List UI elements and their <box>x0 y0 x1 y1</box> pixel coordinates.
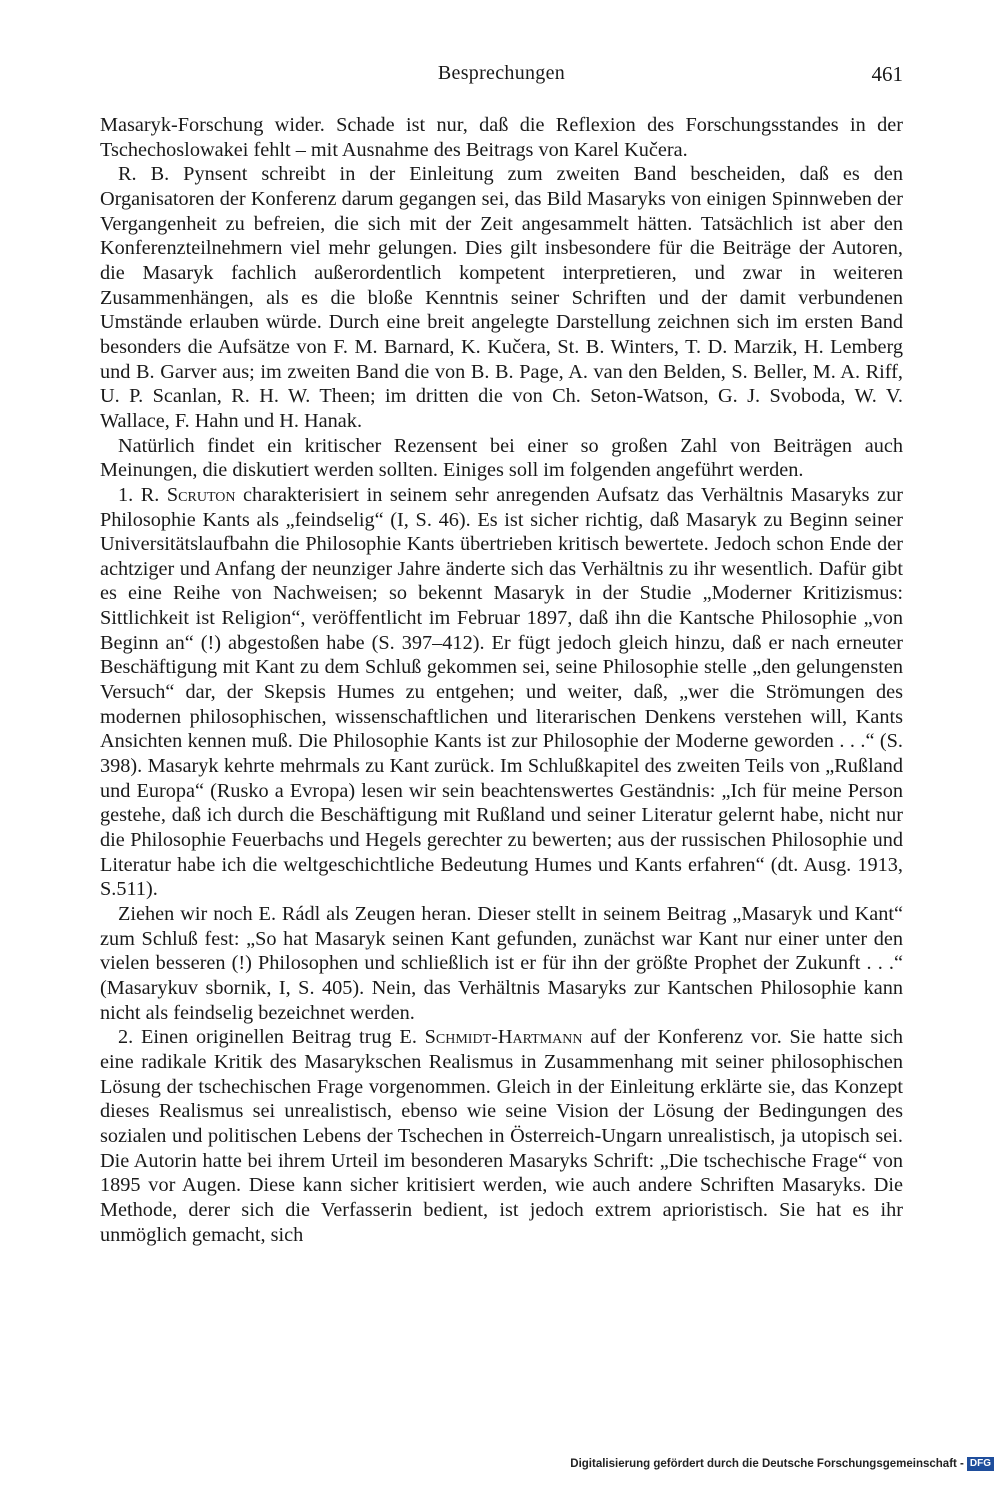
point-1-text: charakterisiert in seinem sehr anregenden Aufsatz das Verhältnis Masaryks zur Philosophie Kants als „feindselig“ (I, S. 46). Es ist sicher richtig, daß Masaryk zu Beginn seiner Universitätslaufbahn die Philosophie Kants übertrieben kritisch bewertete. Jedoch schon Ende der achtziger und Anfang der neunziger Jahre änderte sich das Verhältnis zu ihr wesentlich. Dafür gibt es eine Reihe von Nachweisen; so bekennt Masaryk in der Studie „Moderner Kritizismus: Sittlichkeit ist Religion“, veröffentlicht im Februar 1897, daß ihn die Kantsche Philosophie „von Beginn an“ (!) abgestoßen habe (S. 397–412). Er fügt jedoch gleich hinzu, daß er nach erneuter Beschäftigung mit Kant zu dem Schluß gekommen sei, seine Philosophie stelle „den gelungensten Versuch“ dar, der Skepsis Humes zu entgehen; und weiter, daß, „wer die Strömungen des modernen philosophischen, wissenschaftlichen und literarischen Denkens verstehen will, Kants Ansichten kennen muß. Die Philosophie Kants ist zur Philosophie der Moderne geworden . . .“ (S. 398). Masaryk kehrte mehrmals zu Kant zurück. Im Schlußkapitel des zweiten Teils von „Rußland und Europa“ (Rusko a Evropa) lesen wir sein beachtenswertes Geständnis: „Ich für meine Person gestehe, daß ich durch die Beschäftigung mit Rußland und seiner Literatur gelernt habe, nicht nur die Philosophie Feuerbachs und Hegels gerechter zu bewerten; aus der russischen Philosophie und Literatur habe ich die weltgeschichtliche Bedeutung Humes und Kants erfahren“ (dt. Ausg. 1913, S.511). <box>100 483 903 901</box>
paragraph-radl: Ziehen wir noch E. Rádl als Zeugen heran. Dieser stellt in seinem Beitrag „Masaryk und Kant“ zum Schluß fest: „So hat Masaryk seinen Kant gefunden, zunächst war Kant nur einer unter den vielen besseren (!) Philosophen und schließlich ist er für ihn der größte Prophet der Zukunft . . .“ (Masarykuv sbornik, I, S. 405). Nein, das Verhältnis Masaryks zur Kantschen Philosophie kann nicht als feindselig bezeichnet werden. <box>100 903 903 1024</box>
point-1-lead: 1. R. <box>118 483 167 506</box>
digitization-credit <box>570 1457 994 1471</box>
paragraph-critique: Natürlich findet ein kritischer Rezensent bei einer so großen Zahl von Beiträgen auch Meinungen, die diskutiert werden sollten. Einiges soll im folgenden angeführt werden. <box>100 434 903 482</box>
running-head: Besprechungen <box>437 62 566 84</box>
paragraph-pynsent: R. B. Pynsent schreibt in der Einleitung zum zweiten Band bescheiden, daß es den Organisatoren der Konferenz darum gegangen sei, das Bild Masaryks von einigen Spinnweben der Vergangenheit zu befreien, die sich mit der Zeit angesammelt hätten. Tatsächlich ist aber den Konferenzteilnehmern viel mehr gelungen. Dies gilt insbesondere für die Beiträge der Autoren, die Masaryk fachlich außerordentlich kompetent interpretieren, und zwar in weiteren Zusammenhängen, als es die bloße Kenntnis seiner Schriften und der damit verbundenen Umstände erlauben würde. Durch eine breit angelegte Darstellung zeichnen sich im ersten Band besonders die Aufsätze von F. M. Barnard, K. Kučera, St. B. Winters, T. D. Marzik, H. Lemberg und B. Garver aus; im zweiten Band die von B. B. Page, A. van den Belden, S. Beller, M. A. Riff, U. P. Scanlan, R. H. W. Theen; im dritten die von Ch. Seton-Watson, G. J. Svoboda, W. V. Wallace, F. Hahn und H. Hanak. <box>100 163 903 432</box>
point-2-lead: 2. Einen originellen Beitrag trug E. <box>118 1026 425 1049</box>
body-text <box>100 113 903 1247</box>
page-number: 461 <box>871 62 903 86</box>
paragraph-intro: Masaryk-Forschung wider. Schade ist nur, daß die Reflexion des Forschungsstandes in der Tschechoslowakei fehlt – mit Ausnahme des Beitrags von Karel Kučera. <box>100 114 903 161</box>
page-header <box>100 62 903 92</box>
point-2-author: Schmidt-Hartmann <box>424 1026 583 1049</box>
dfg-logo: DFG <box>967 1457 994 1471</box>
point-1-author: Scruton <box>166 483 236 506</box>
point-2-text: auf der Konferenz vor. Sie hatte sich eine radikale Kritik des Masarykschen Realismus in Zusammenhang mit seiner philosophischen Lösung der tschechischen Frage vorgenommen. Gleich in der Einleitung erklärte sie, das Konzept dieses Realismus sei unrealistisch, ebenso wie seine Vision der Lösung der Bedingungen des sozialen und politischen Lebens der Tschechen in Österreich-Ungarn unrealistisch, ja utopisch sei. Die Autorin hatte bei ihrem Urteil im besonderen Masaryks Schrift: „Die tschechische Frage“ von 1895 vor Augen. Diese kann sicher kritisiert werden, wie auch andere Schriften Masaryks. Die Methode, derer sich die Verfasserin bedient, ist jedoch extrem aprioristisch. Sie hat es ihr unmöglich gemacht, sich <box>100 1026 903 1246</box>
credit-text: Digitalisierung gefördert durch die Deutsche Forschungsgemeinschaft - <box>570 1458 964 1470</box>
paragraph-point-2 <box>100 1025 903 1247</box>
paragraph-point-1 <box>100 483 903 902</box>
